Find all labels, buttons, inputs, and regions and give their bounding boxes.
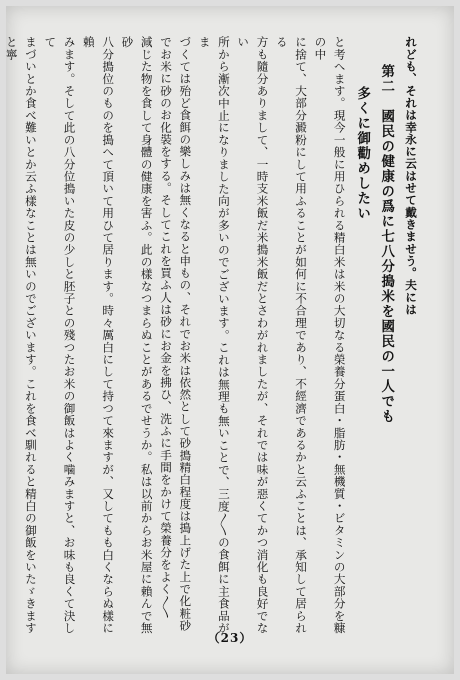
text-column: まづいとか食べ難いとか云ふ樣なことは無いのでございます。これを食べ馴れると精白の御飯をいたゞきますと寧 <box>4 36 38 634</box>
section-heading-line: 多くに御勸めしたい <box>354 86 371 221</box>
text-column: に捨て、大部分澱粉にして用ふることが如何に不合理であり、不經濟であるかと云ふことは、承知して居られる <box>274 36 309 634</box>
text-column: 所から漸次中止になりました向が多いのでございます。これは無理も無いことで、三度〳〵の食餌に主食品がま <box>197 36 231 634</box>
text-column: みます。そして此の八分位搗いた皮の少しと胚子との殘つたお米の御飯はよく噛みますと、お味も良くて決して <box>43 36 77 634</box>
text-column: れども、それは幸永に云はせて戴きませう。夫には <box>404 36 418 316</box>
text-column: でお米に砂のお化裝をする。そしてこれを買ふ人は砂にお金を拂ひ、洗ふに手間をかけて榮養分をよく〳〵 <box>159 36 174 619</box>
page-number: （23） <box>207 631 253 645</box>
text-column: 八分搗位のものを搗へて頂いて用ひて居ります。時々厲白にして持つて來ますが、又してもも白くならぬ樣に賴 <box>81 36 116 634</box>
text-column: 減じた物を食して身體の健康を害ふ。此の樣なつまらぬことがあるでせうか。私は以前からお米屋に賴んで無砂 <box>120 36 154 634</box>
section-heading-line: 第二 國民の健康の爲に七八分搗米を國民の一人でも <box>378 64 395 424</box>
text-column <box>0 36 1 634</box>
text-column: 方も隨分ありまして、一時支米飯だ米搗米飯だとさわがれましたが、それでは味が惡くてかつ消化も良好でない <box>236 36 270 634</box>
vertical-text-block <box>0 36 420 634</box>
text-column: づくては殆ど食餌の樂しみは無くなると申もの、それでお米は依然として砂搗精白程度は搗上げた上で化粧砂 <box>178 36 193 632</box>
text-column: と考へます。現今一般に用ひられる精白米は米の大切なる榮養分蛋白・脂肪・無機質・ビタミンの大部分を糠の中 <box>313 36 347 634</box>
paper-sheet <box>6 6 454 674</box>
